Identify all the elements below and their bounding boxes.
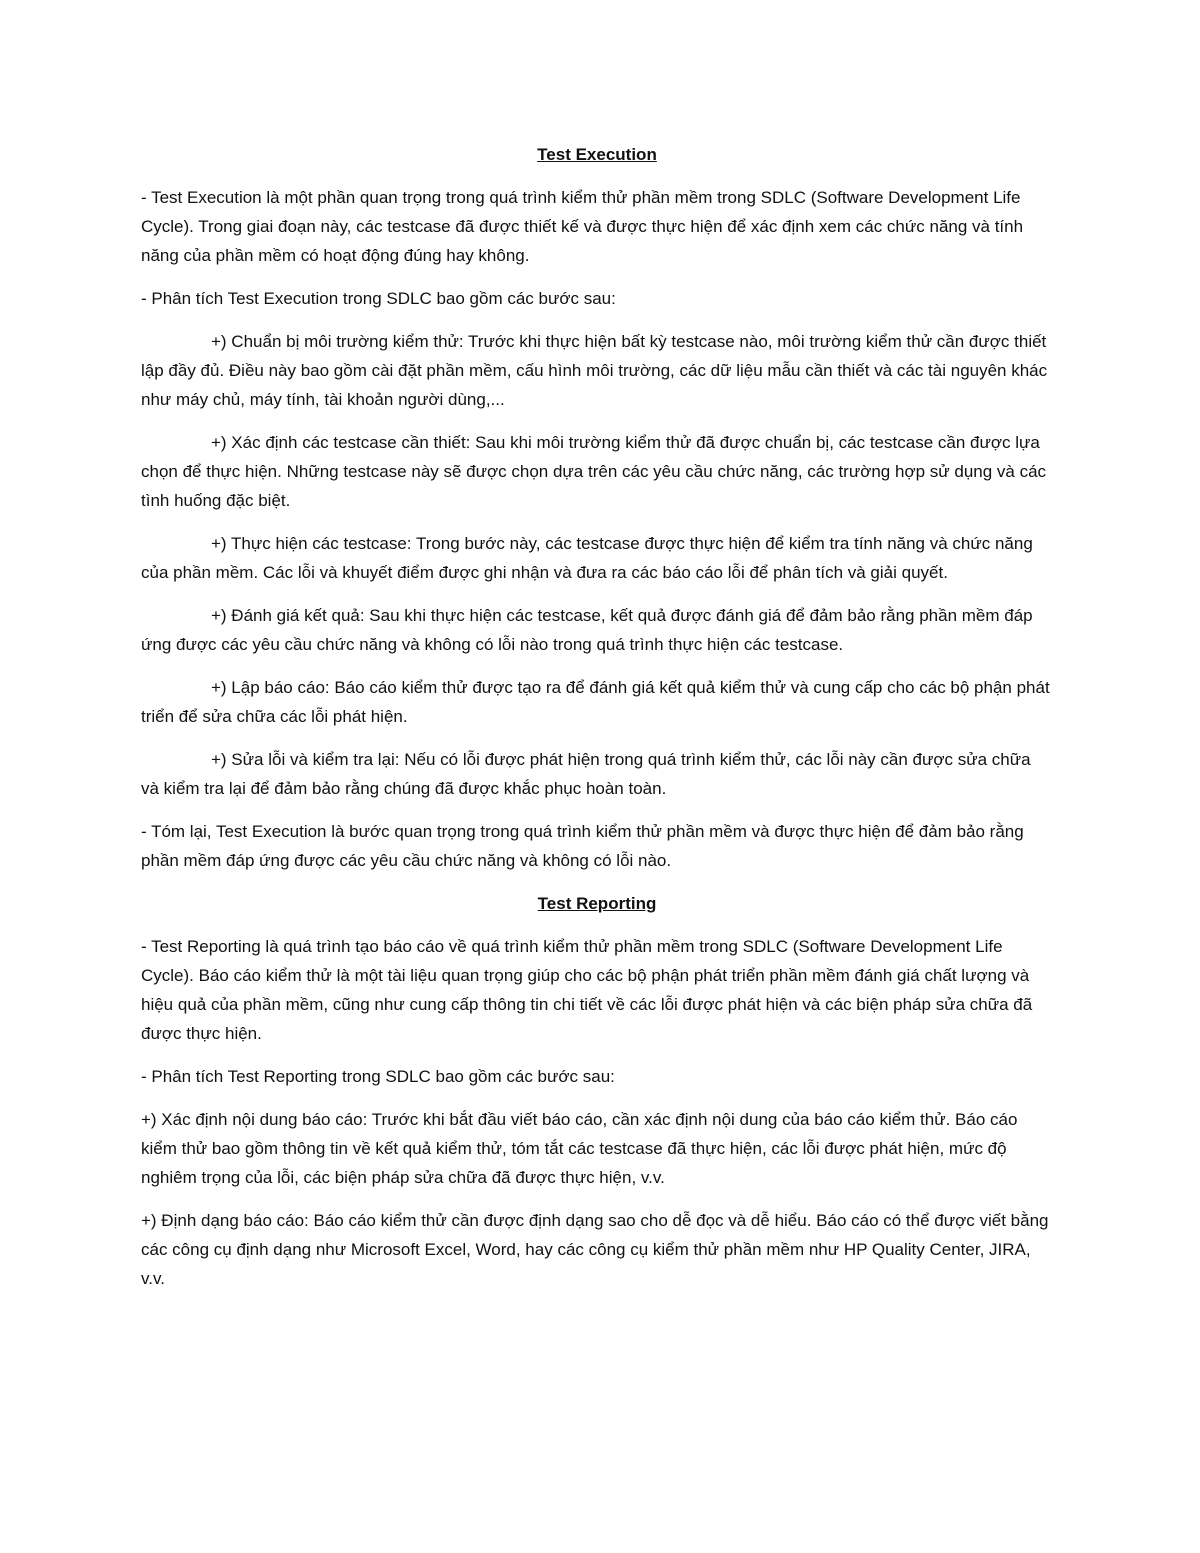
paragraph: - Test Reporting là quá trình tạo báo cáo về quá trình kiểm thử phần mềm trong SDLC (Software Development Life Cycle). Báo cáo kiểm thử là một tài liệu quan trọng giúp cho các bộ phận phát triển phần mềm đánh giá chất lượng và hiệu quả của phần mềm, cũng như cung cấp thông tin chi tiết về các lỗi được phát hiện và các biện pháp sửa chữa đã được thực hiện.	[141, 937, 1033, 1043]
paragraph-step: +) Xác định nội dung báo cáo: Trước khi bắt đầu viết báo cáo, cần xác định nội dung của báo cáo kiểm thử. Báo cáo kiểm thử bao gồm thông tin về kết quả kiểm thử, tóm tắt các testcase đã thực hiện, các lỗi được phát hiện, mức độ nghiêm trọng của lỗi, các biện pháp sửa chữa đã được thực hiện, v.v.	[141, 1110, 1018, 1187]
paragraph-step: +) Xác định các testcase cần thiết: Sau khi môi trường kiểm thử đã được chuẩn bị, các testcase cần được lựa chọn để thực hiện. Những testcase này sẽ được chọn dựa trên các yêu cầu chức năng, các trường hợp sử dụng và các tình huống đặc biệt.	[141, 433, 1047, 510]
paragraph: - Test Execution là một phần quan trọng trong quá trình kiểm thử phần mềm trong SDLC (Software Development Life Cycle). Trong giai đoạn này, các testcase đã được thiết kế và được thực hiện để xác định xem các chức năng và tính năng của phần mềm có hoạt động đúng hay không.	[141, 188, 1024, 265]
paragraph-step: +) Sửa lỗi và kiểm tra lại: Nếu có lỗi được phát hiện trong quá trình kiểm thử, các lỗi này cần được sửa chữa và kiểm tra lại để đảm bảo rằng chúng đã được khắc phục hoàn toàn.	[141, 750, 1031, 798]
paragraph-step: +) Định dạng báo cáo: Báo cáo kiểm thử cần được định dạng sao cho dễ đọc và dễ hiểu. Báo cáo có thể được viết bằng các công cụ định dạng như Microsoft Excel, Word, hay các công cụ kiểm thử phần mềm như HP Quality Center, JIRA, v.v.	[141, 1211, 1049, 1288]
paragraph: - Phân tích Test Execution trong SDLC bao gồm các bước sau:	[141, 289, 616, 308]
paragraph-summary: - Tóm lại, Test Execution là bước quan trọng trong quá trình kiểm thử phần mềm và được thực hiện để đảm bảo rằng phần mềm đáp ứng được các yêu cầu chức năng và không có lỗi nào.	[141, 822, 1024, 870]
paragraph: - Phân tích Test Reporting trong SDLC bao gồm các bước sau:	[141, 1067, 615, 1086]
paragraph-step: +) Lập báo cáo: Báo cáo kiểm thử được tạo ra để đánh giá kết quả kiểm thử và cung cấp cho các bộ phận phát triển để sửa chữa các lỗi phát hiện.	[141, 678, 1050, 726]
document-page	[141, 140, 1053, 1307]
paragraph-step: +) Chuẩn bị môi trường kiểm thử: Trước khi thực hiện bất kỳ testcase nào, môi trường kiểm thử cần được thiết lập đầy đủ. Điều này bao gồm cài đặt phần mềm, cấu hình môi trường, các dữ liệu mẫu cần thiết và các tài nguyên khác như máy chủ, máy tính, tài khoản người dùng,...	[141, 332, 1048, 409]
paragraph-step: +) Đánh giá kết quả: Sau khi thực hiện các testcase, kết quả được đánh giá để đảm bảo rằng phần mềm đáp ứng được các yêu cầu chức năng và không có lỗi nào trong quá trình thực hiện các testcase.	[141, 606, 1033, 654]
section-heading-test-execution: Test Execution	[537, 145, 657, 164]
paragraph-step: +) Thực hiện các testcase: Trong bước này, các testcase được thực hiện để kiểm tra tính năng và chức năng của phần mềm. Các lỗi và khuyết điểm được ghi nhận và đưa ra các báo cáo lỗi để phân tích và giải quyết.	[141, 534, 1033, 582]
section-heading-test-reporting: Test Reporting	[537, 894, 657, 913]
